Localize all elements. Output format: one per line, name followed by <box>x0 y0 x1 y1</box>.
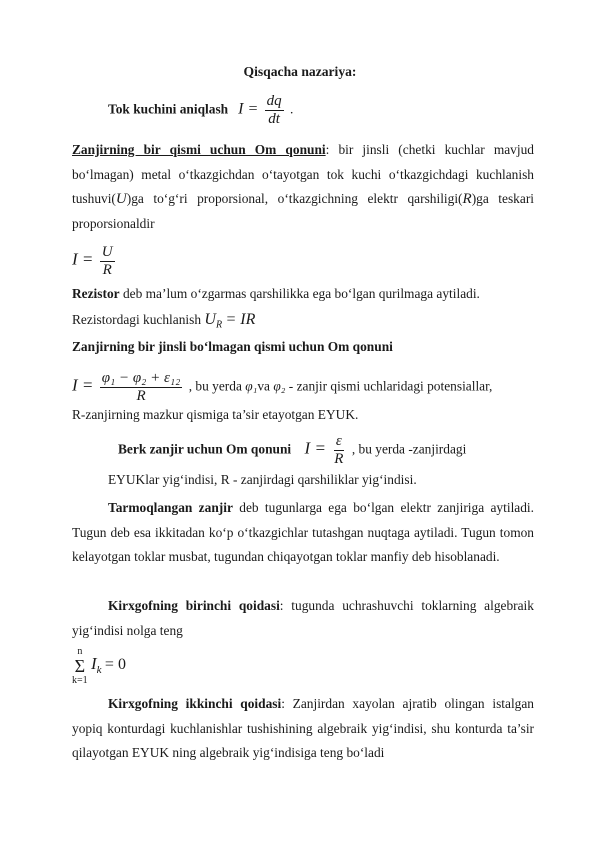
ohm-nonuniform-numerator: φ₁ − φ₂ + ε₁₂ <box>101 370 181 386</box>
resistor-voltage-sub: R <box>215 319 223 331</box>
kirchhoff1-formula <box>72 646 534 686</box>
ohm-nonuniform-lhs: I = <box>72 375 94 395</box>
ohm-closed-text-a: , bu yerda -zanjirdagi <box>351 441 467 457</box>
ohm-closed-text-b: EYUKlar yig‘indisi, R - zanjirdagi qarshiliklar yig‘indisi. <box>108 472 417 487</box>
ohm-segment-formula <box>72 244 534 279</box>
resistor-voltage-line <box>72 308 534 338</box>
resistor-voltage-label: Rezistordagi kuchlanish <box>72 312 202 327</box>
ohm-segment-text-a: : bir jinsli (chetki kuchlar mavjud bo‘lmagan) metal o‘tkazgichdan o‘tayotgan tok kuchi o‘tkazgichdagi kuchlanish tushuvi( <box>72 142 534 206</box>
ohm-segment-paragraph <box>72 138 534 236</box>
branched-term: Tarmoqlangan zanjir <box>108 500 233 515</box>
sum-expression-sub: k <box>96 663 102 676</box>
ohm-nonuniform-text-b: - zanjir qismi uchlaridagi potensiallar, <box>288 378 493 394</box>
symbol-r: R <box>462 191 472 207</box>
resistor-voltage-u: U <box>204 311 216 328</box>
sum-rhs: = 0 <box>104 656 126 674</box>
kirchhoff2-text: : Zanjirdan xayolan ajratib olingan istalgan yopiq konturdagi kuchlanishlar tushishining algebraik yig‘indisi, shu konturda ta’sir qilayotgan EYUK ning algebraik yig‘indisiga teng bo‘ladi <box>72 696 534 760</box>
ohm-formula-fraction <box>100 244 115 279</box>
ohm-nonuniform-text-line <box>72 403 534 428</box>
ohm-nonuniform-and: va <box>257 378 270 394</box>
kirchhoff2-paragraph <box>72 692 534 766</box>
ohm-closed-line <box>118 433 534 468</box>
ohm-closed-lhs: I = <box>304 438 326 458</box>
phi2-symbol: φ₂ <box>273 378 286 394</box>
phi1-symbol: φ₁ <box>245 378 258 394</box>
ohm-closed-text-line <box>108 468 534 493</box>
ohm-nonuniform-heading: Zanjirning bir jinsli bo‘lmagan qismi uchun Om qonuni <box>72 339 393 354</box>
current-definition <box>108 93 528 128</box>
resistor-paragraph <box>72 282 534 307</box>
current-definition-label: Tok kuchini aniqlash <box>108 101 229 117</box>
sigma-icon: Σ <box>74 656 86 676</box>
sum-lower-limit: k=1 <box>72 675 88 686</box>
ohm-nonuniform-heading-line <box>72 335 534 360</box>
kirchhoff1-text: : tugunda uchrashuvchi toklarning algebraik yig‘indisi nolga teng <box>72 598 534 638</box>
ohm-nonuniform-text-a: , bu yerda <box>188 378 242 394</box>
ohm-formula-numerator: U <box>101 244 113 260</box>
ohm-formula-lhs: I = <box>72 249 94 269</box>
kirchhoff1-paragraph <box>72 594 534 643</box>
ohm-closed-fraction <box>332 433 345 468</box>
current-formula-tail: . <box>290 101 294 117</box>
ohm-closed-denominator: R <box>334 451 344 467</box>
resistor-term: Rezistor <box>72 286 120 301</box>
branched-paragraph <box>72 496 534 570</box>
kirchhoff1-term: Kirxgofning birinchi qoidasi <box>108 598 280 613</box>
resistor-voltage-rhs: = IR <box>225 311 256 328</box>
ohm-nonuniform-denominator: R <box>136 388 146 404</box>
sum-upper-limit: n <box>77 646 83 657</box>
ohm-segment-text-b: )ga to‘g‘ri proporsional, o‘tkazgichning elektr qarshiligi( <box>126 191 463 206</box>
symbol-u: U <box>115 191 127 207</box>
resistor-text: deb ma’lum o‘zgarmas qarshilikka ega bo‘lgan qurilmaga aytiladi. <box>119 286 480 301</box>
kirchhoff2-term: Kirxgofning ikkinchi qoidasi <box>108 696 282 711</box>
current-formula-lhs: I = <box>238 100 259 118</box>
current-formula-fraction <box>265 93 284 128</box>
current-formula-denominator: dt <box>268 111 280 127</box>
ohm-segment-heading: Zanjirning bir qismi uchun Om qonuni <box>72 142 326 157</box>
ohm-nonuniform-formula-line <box>72 370 534 405</box>
ohm-nonuniform-text-c: R-zanjirning mazkur qismiga ta’sir etayotgan EYUK. <box>72 407 359 422</box>
sum-expression: I <box>91 654 97 674</box>
current-formula-numerator: dq <box>266 93 282 109</box>
ohm-nonuniform-fraction <box>100 370 183 405</box>
ohm-formula-denominator: R <box>102 262 112 278</box>
ohm-closed-numerator: ε <box>335 433 342 449</box>
ohm-closed-heading: Berk zanjir uchun Om qonuni <box>118 441 292 457</box>
summation-symbol <box>72 646 88 686</box>
ohm-segment-text-c: )ga teskari proporsionaldir <box>72 191 534 231</box>
page-title: Qisqacha nazariya: <box>243 64 357 79</box>
branched-text: deb tugunlarga ega bo‘lgan elektr zanjiriga aytiladi. Tugun deb esa ikkitadan ko‘p o‘tkazgichlar tutashgan nuqtaga aytiladi. Tugun tomon kelayotgan toklar musbat, tugundan chiqayotgan toklar manfiy deb hisoblanadi. <box>72 500 534 564</box>
